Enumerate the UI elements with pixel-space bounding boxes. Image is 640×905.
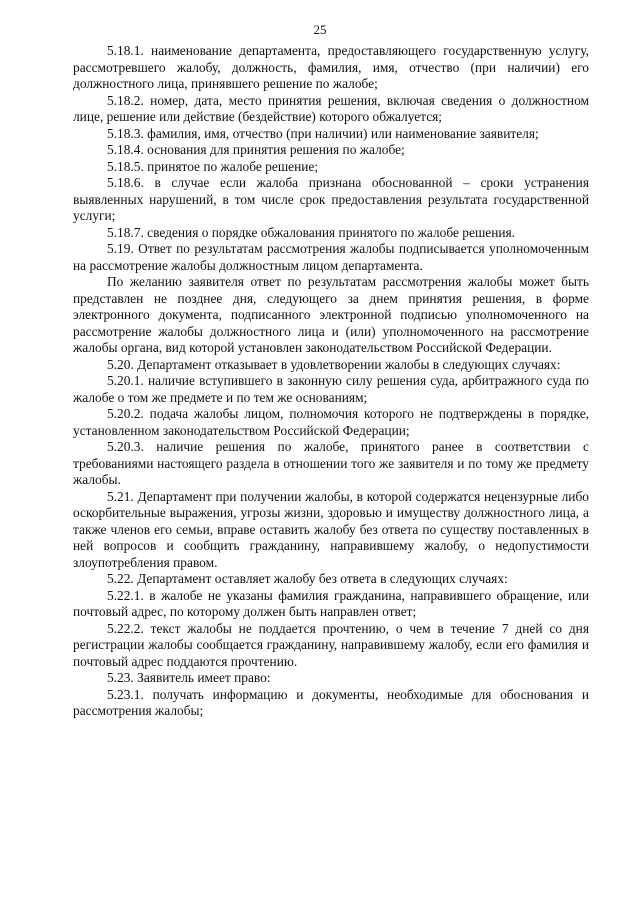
paragraph-5-18-1: 5.18.1. наименование департамента, предоставляющего государственную услугу, рассмотревшего жалобу, должность, фамилия, имя, отчество (при наличии) его должностного лица, принявшего решение по жалобе; (73, 43, 589, 91)
paragraph-5-18-2: 5.18.2. номер, дата, место принятия решения, включая сведения о должностном лице, решение или действие (бездействие) которого обжалуется; (73, 92, 589, 124)
paragraph-5-23: 5.23. Заявитель имеет право: (107, 670, 271, 685)
paragraph-5-20: 5.20. Департамент отказывает в удовлетворении жалобы в следующих случаях: (107, 356, 561, 372)
paragraph-5-20-3: 5.20.3. наличие решения по жалобе, принятого ранее в соответствии с требованиями настоящего раздела в отношении того же заявителя и по тому же предмету жалобы. (73, 439, 589, 487)
paragraph-5-18-4: 5.18.4. основания для принятия решения по жалобе; (107, 142, 405, 157)
paragraph-5-18-5: 5.18.5. принятое по жалобе решение; (107, 158, 319, 174)
paragraph-5-19-electronic: По желанию заявителя ответ по результатам рассмотрения жалобы может быть представлен не позднее дня, следующего за днем принятия решения, в форме электронного документа, подписанного электронной подписью уполномоченного на рассмотрение жалобы должностного лица и (или) уполномоченного на рассмотрение жалобы органа, вид которой установлен законодательством Российской Федерации. (73, 274, 589, 355)
page-number: 25 (313, 22, 327, 37)
paragraph-5-18-7: 5.18.7. сведения о порядке обжалования принятого по жалобе решения. (107, 224, 516, 240)
paragraph-5-22-2: 5.22.2. текст жалобы не поддается прочтению, о чем в течение 7 дней со дня регистрации жалобы сообщается гражданину, направившему жалобу, если его фамилия и почтовый адрес поддаются прочтению. (73, 620, 589, 669)
paragraph-5-21: 5.21. Департамент при получении жалобы, в которой содержатся нецензурные либо оскорбительные выражения, угрозы жизни, здоровью и имуществу должностного лица, а также членов его семьи, вправе оставить жалобу без ответа по существу поставленных в ней вопросов и сообщить гражданину, направившему жалобу, о недопустимости злоупотребления правом. (73, 488, 589, 570)
paragraph-5-23-1: 5.23.1. получать информацию и документы, необходимые для обоснования и рассмотрения жалобы; (73, 686, 589, 718)
paragraph-5-18-3: 5.18.3. фамилия, имя, отчество (при наличии) или наименование заявителя; (107, 125, 539, 141)
paragraph-5-22: 5.22. Департамент оставляет жалобу без ответа в следующих случаях: (107, 571, 508, 586)
paragraph-5-19: 5.19. Ответ по результатам рассмотрения жалобы подписывается уполномоченным на рассмотрение жалобы должностным лицом департамента. (73, 241, 589, 273)
paragraph-5-22-1: 5.22.1. в жалобе не указаны фамилия гражданина, направившего обращение, или почтовый адрес, по которому должен быть направлен ответ; (73, 587, 589, 619)
paragraph-5-20-2: 5.20.2. подача жалобы лицом, полномочия которого не подтверждены в порядке, установленном законодательством Российской Федерации; (73, 406, 589, 438)
document-body (73, 43, 589, 720)
paragraph-5-20-1: 5.20.1. наличие вступившего в законную силу решения суда, арбитражного суда по жалобе о том же предмете и по тем же основаниям; (73, 373, 589, 405)
paragraph-5-18-6: 5.18.6. в случае если жалоба признана обоснованной – сроки устранения выявленных нарушений, в том числе срок предоставления результата государственной услуги; (73, 175, 589, 223)
